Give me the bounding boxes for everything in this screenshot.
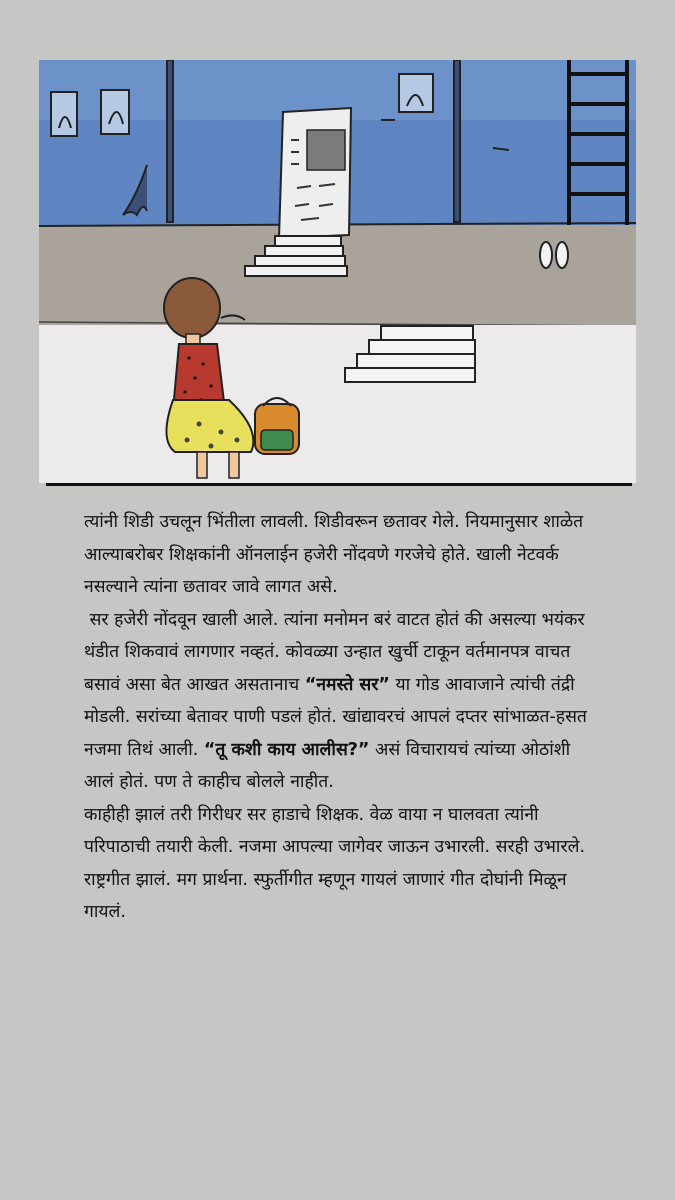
school-door xyxy=(279,108,351,238)
girl-hair xyxy=(164,278,220,338)
greeting-quote: “नमस्ते सर” xyxy=(304,674,390,695)
story-text xyxy=(84,506,599,929)
story-text-run: सर हजेरी नोंदवून खाली आले. त्यांना मनोमन बरं वाटत होतं की असल्या भयंकर थंडीत शिकवावं लागणार नव्हतं. कोवळ्या उन्हात खुर्ची टाकून वर्तमानपत्र वाचत बसावं असा बेत आखत असतानाच xyxy=(84,609,591,695)
story-text-run: या गोड आवाजाने त्यांची तंद्री मोडली. सरांच्या बेतावर पाणी पडलं होतं. खांद्यावरचं आपलं दप्तर सांभाळत-हसत नजमा तिथं आली. xyxy=(84,674,593,760)
story-text-run: असं विचारायचं त्यांच्या ओठांशी आलं होतं. पण ते काहीच बोलले नाहीत. xyxy=(84,739,576,792)
story-paragraph xyxy=(84,604,599,799)
horizontal-divider xyxy=(46,483,632,486)
story-paragraph: काहीही झालं तरी गिरीधर सर हाडाचे शिक्षक. वेळ वाया न घालवता त्यांनी परिपाठाची तयारी केली. नजमा आपल्या जागेवर जाऊन उभारली. सरही उभारले. राष्ट्रगीत झालं. मग प्रार्थना. स्फुर्तीगीत म्हणून गायलं जाणारं गीत दोघांनी मिळून गायलं. xyxy=(84,804,591,922)
courtyard-ground xyxy=(39,325,636,483)
story-paragraph: त्यांनी शिडी उचलून भिंतीला लावली. शिडीवरून छतावर गेले. नियमानुसार शाळेत आल्याबरोबर शिक्षकांनी ऑनलाईन हजेरी नोंदवणे गरजेचे होते. खाली नेटवर्क नसल्याने त्यांना छतावर जावे लागत असे. xyxy=(84,512,589,597)
question-quote: “तू कशी काय आलीस?” xyxy=(203,739,370,760)
school-scene-drawing xyxy=(39,60,636,483)
story-illustration xyxy=(39,60,636,483)
school-bag xyxy=(255,398,299,454)
